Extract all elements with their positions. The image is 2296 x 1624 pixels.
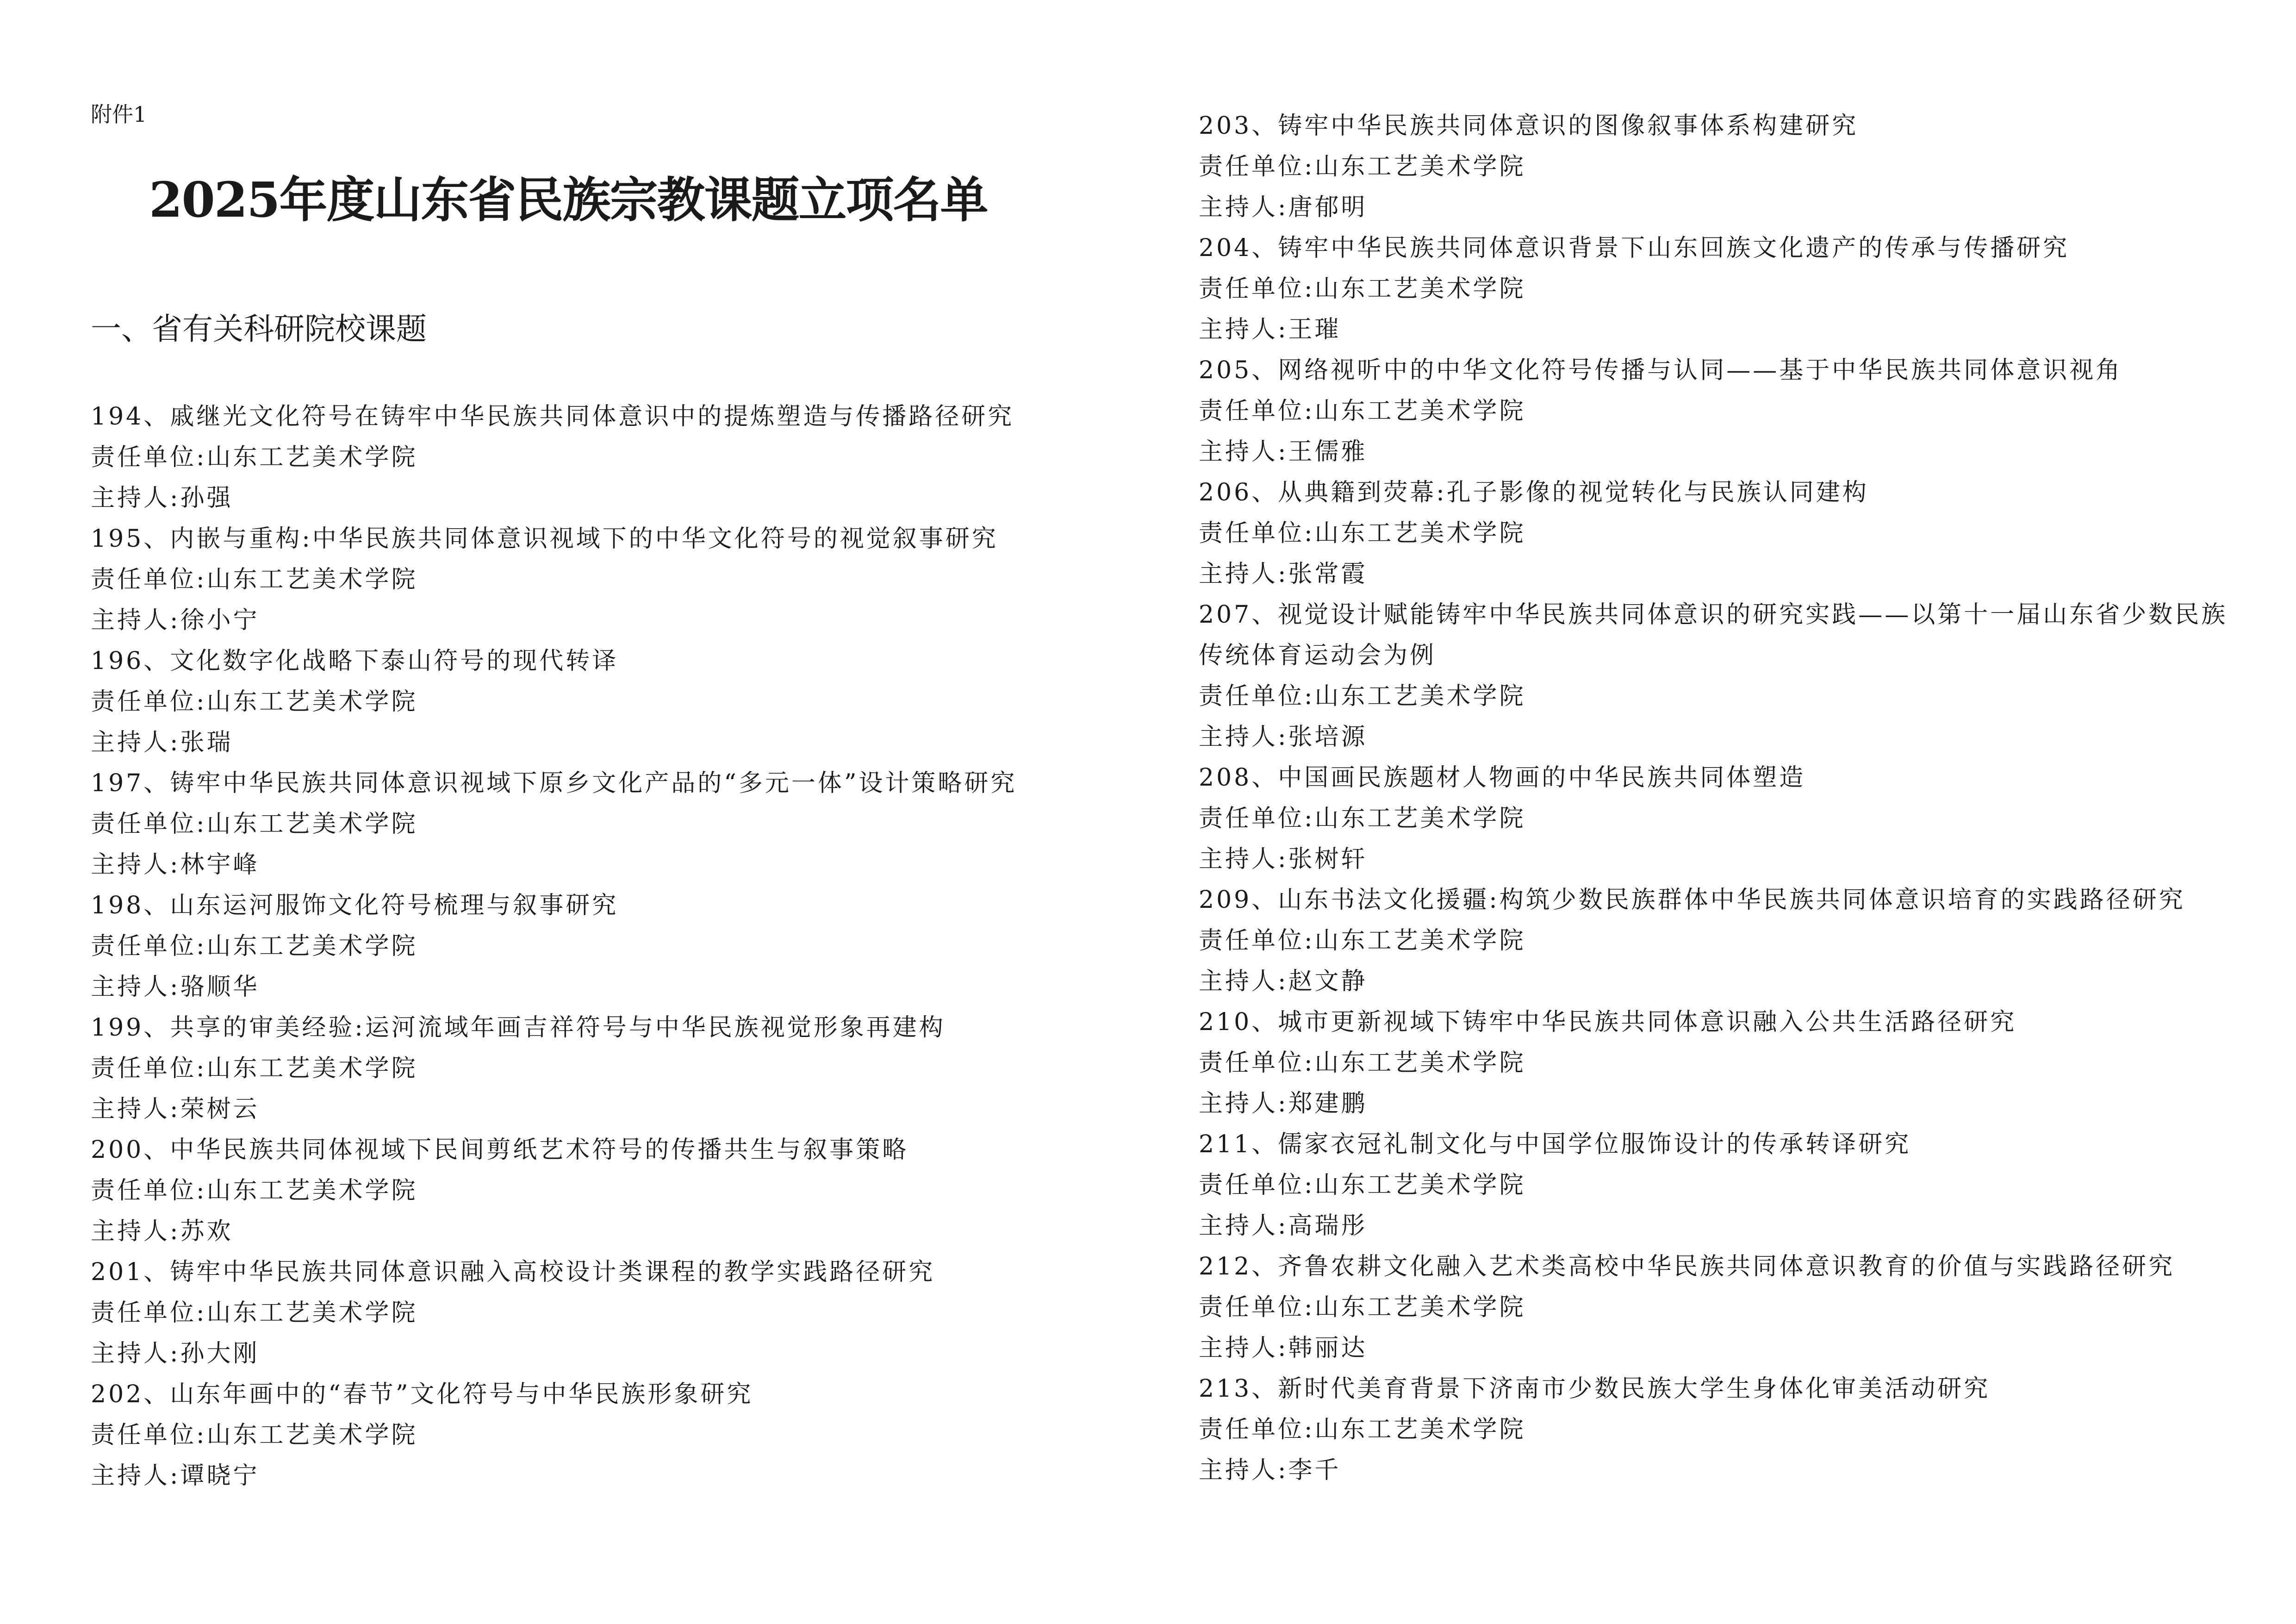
host-label: 主持人: — [91, 1218, 180, 1245]
project-entry — [1199, 472, 2263, 594]
responsible-unit — [91, 1170, 1155, 1211]
host-label: 主持人: — [1199, 1090, 1288, 1118]
host-value: 苏欢 — [180, 1218, 233, 1245]
attachment-label: 附件1 — [91, 102, 147, 127]
project-title: 206、从典籍到荧幕:孔子影像的视觉转化与民族认同建构 — [1199, 479, 1869, 506]
host-label: 主持人: — [1199, 723, 1288, 751]
host-label: 主持人: — [1199, 194, 1288, 221]
unit-value: 山东工艺美术学院 — [206, 810, 418, 838]
unit-label: 责任单位: — [91, 1299, 207, 1327]
responsible-unit — [1199, 269, 2263, 309]
responsible-unit — [91, 1048, 1155, 1089]
host — [91, 478, 1155, 518]
unit-label: 责任单位: — [91, 688, 207, 716]
project-entry — [1199, 1124, 2263, 1246]
host — [1199, 1450, 2263, 1491]
host-label: 主持人: — [1199, 1212, 1288, 1240]
project-title: 197、铸牢中华民族共同体意识视域下原乡文化产品的“多元一体”设计策略研究 — [91, 769, 1017, 797]
responsible-unit — [1199, 1409, 2263, 1450]
project-entry — [1199, 757, 2263, 880]
unit-label: 责任单位: — [1199, 153, 1315, 181]
responsible-unit — [91, 559, 1155, 600]
host-value: 高瑞彤 — [1288, 1212, 1368, 1240]
project-title: 196、文化数字化战略下泰山符号的现代转译 — [91, 647, 619, 675]
unit-label: 责任单位: — [1199, 275, 1315, 303]
unit-label: 责任单位: — [1199, 1171, 1315, 1199]
project-entry — [1199, 228, 2263, 350]
unit-label: 责任单位: — [91, 932, 207, 960]
unit-value: 山东工艺美术学院 — [1314, 1171, 1526, 1199]
project-title: 211、儒家衣冠礼制文化与中国学位服饰设计的传承转译研究 — [1199, 1131, 1911, 1158]
host-value: 李千 — [1288, 1456, 1341, 1484]
unit-value: 山东工艺美术学院 — [1314, 1049, 1526, 1077]
host-value: 孙强 — [180, 484, 233, 512]
responsible-unit — [1199, 798, 2263, 839]
host-value: 张瑞 — [180, 729, 233, 756]
unit-label: 责任单位: — [1199, 927, 1315, 955]
host — [1199, 1083, 2263, 1124]
host-label: 主持人: — [1199, 968, 1288, 995]
host — [91, 1455, 1155, 1496]
project-entry — [91, 641, 1155, 763]
host-label: 主持人: — [91, 851, 180, 879]
host-label: 主持人: — [91, 973, 180, 1001]
host-value: 徐小宁 — [180, 606, 260, 634]
unit-label: 责任单位: — [91, 443, 207, 471]
host — [91, 1333, 1155, 1374]
project-title: 202、山东年画中的“春节”文化符号与中华民族形象研究 — [91, 1380, 753, 1408]
unit-label: 责任单位: — [1199, 682, 1315, 710]
responsible-unit — [1199, 1287, 2263, 1328]
page-title: 2025年度山东省民族宗教课题立项名单 — [149, 171, 988, 228]
unit-value: 山东工艺美术学院 — [206, 688, 418, 716]
host — [91, 722, 1155, 763]
host-value: 王儒雅 — [1288, 438, 1368, 466]
responsible-unit — [91, 681, 1155, 722]
host — [91, 967, 1155, 1007]
unit-value: 山东工艺美术学院 — [206, 566, 418, 593]
host-label: 主持人: — [1199, 560, 1288, 588]
project-title: 213、新时代美育背景下济南市少数民族大学生身体化审美活动研究 — [1199, 1375, 1991, 1403]
project-entry — [91, 518, 1155, 641]
section-heading: 一、省有关科研院校课题 — [91, 311, 427, 347]
unit-value: 山东工艺美术学院 — [1314, 1293, 1526, 1321]
host — [1199, 431, 2263, 472]
project-entry — [91, 1130, 1155, 1252]
unit-value: 山东工艺美术学院 — [1314, 519, 1526, 547]
responsible-unit — [1199, 146, 2263, 187]
unit-label: 责任单位: — [1199, 519, 1315, 547]
unit-label: 责任单位: — [91, 566, 207, 593]
right-column — [1199, 106, 2263, 1491]
unit-label: 责任单位: — [1199, 805, 1315, 832]
project-title: 198、山东运河服饰文化符号梳理与叙事研究 — [91, 892, 619, 919]
project-list-left — [91, 396, 1155, 1496]
project-entry — [1199, 350, 2263, 472]
project-title: 209、山东书法文化援疆:构筑少数民族群体中华民族共同体意识培育的实践路径研究 — [1199, 886, 2185, 914]
project-entry — [91, 763, 1155, 885]
unit-label: 责任单位: — [91, 1421, 207, 1449]
unit-value: 山东工艺美术学院 — [206, 443, 418, 471]
responsible-unit — [91, 1415, 1155, 1455]
unit-value: 山东工艺美术学院 — [1314, 397, 1526, 425]
project-title: 212、齐鲁农耕文化融入艺术类高校中华民族共同体意识教育的价值与实践路径研究 — [1199, 1253, 2175, 1280]
unit-label: 责任单位: — [1199, 1293, 1315, 1321]
host-value: 荣树云 — [180, 1095, 260, 1123]
unit-label: 责任单位: — [1199, 397, 1315, 425]
host-label: 主持人: — [91, 729, 180, 756]
project-entry — [1199, 1002, 2263, 1124]
host-value: 唐郁明 — [1288, 194, 1368, 221]
host-label: 主持人: — [1199, 316, 1288, 344]
project-list-right — [1199, 106, 2263, 1491]
project-title: 205、网络视听中的中华文化符号传播与认同——基于中华民族共同体意识视角 — [1199, 356, 2122, 384]
host — [91, 1089, 1155, 1130]
host — [1199, 961, 2263, 1002]
responsible-unit — [1199, 513, 2263, 554]
host — [91, 1211, 1155, 1252]
host — [1199, 187, 2263, 228]
project-entry — [1199, 880, 2263, 1002]
unit-value: 山东工艺美术学院 — [1314, 275, 1526, 303]
responsible-unit — [1199, 1043, 2263, 1083]
project-title: 200、中华民族共同体视域下民间剪纸艺术符号的传播共生与叙事策略 — [91, 1136, 909, 1164]
project-title: 210、城市更新视域下铸牢中华民族共同体意识融入公共生活路径研究 — [1199, 1008, 2017, 1036]
host-label: 主持人: — [91, 1340, 180, 1368]
project-title: 203、铸牢中华民族共同体意识的图像叙事体系构建研究 — [1199, 112, 1859, 140]
responsible-unit — [91, 926, 1155, 967]
host-label: 主持人: — [1199, 1456, 1288, 1484]
project-title: 208、中国画民族题材人物画的中华民族共同体塑造 — [1199, 764, 1806, 792]
host — [91, 600, 1155, 641]
unit-label: 责任单位: — [91, 1177, 207, 1205]
host-value: 张培源 — [1288, 723, 1368, 751]
host — [1199, 717, 2263, 757]
responsible-unit — [91, 437, 1155, 478]
responsible-unit — [1199, 1165, 2263, 1206]
project-entry — [1199, 594, 2263, 757]
unit-value: 山东工艺美术学院 — [206, 932, 418, 960]
host-label: 主持人: — [91, 484, 180, 512]
unit-value: 山东工艺美术学院 — [206, 1055, 418, 1082]
project-title: 199、共享的审美经验:运河流域年画吉祥符号与中华民族视觉形象再建构 — [91, 1014, 946, 1042]
responsible-unit — [1199, 676, 2263, 717]
host-label: 主持人: — [1199, 845, 1288, 873]
project-entry — [91, 1374, 1155, 1496]
host-value: 赵文静 — [1288, 968, 1368, 995]
unit-value: 山东工艺美术学院 — [1314, 927, 1526, 955]
host-label: 主持人: — [1199, 438, 1288, 466]
unit-value: 山东工艺美术学院 — [206, 1421, 418, 1449]
unit-label: 责任单位: — [91, 810, 207, 838]
project-title: 207、视觉设计赋能铸牢中华民族共同体意识的研究实践——以第十一届山东省少数民族传统体育运动会为例 — [1199, 601, 2228, 669]
host-label: 主持人: — [1199, 1334, 1288, 1362]
host-value: 韩丽达 — [1288, 1334, 1368, 1362]
host — [1199, 1206, 2263, 1246]
project-entry — [91, 885, 1155, 1007]
project-entry — [1199, 1246, 2263, 1368]
project-entry — [91, 1007, 1155, 1130]
project-title: 194、戚继光文化符号在铸牢中华民族共同体意识中的提炼塑造与传播路径研究 — [91, 403, 1014, 431]
host-value: 张常霞 — [1288, 560, 1368, 588]
host-value: 谭晓宁 — [180, 1462, 260, 1490]
responsible-unit — [1199, 920, 2263, 961]
unit-value: 山东工艺美术学院 — [206, 1299, 418, 1327]
host — [1199, 309, 2263, 350]
unit-label: 责任单位: — [1199, 1049, 1315, 1077]
project-title: 195、内嵌与重构:中华民族共同体意识视域下的中华文化符号的视觉叙事研究 — [91, 525, 998, 553]
unit-value: 山东工艺美术学院 — [1314, 682, 1526, 710]
host-label: 主持人: — [91, 1095, 180, 1123]
host-value: 郑建鹏 — [1288, 1090, 1368, 1118]
unit-value: 山东工艺美术学院 — [206, 1177, 418, 1205]
responsible-unit — [91, 804, 1155, 844]
project-entry — [1199, 106, 2263, 228]
host-label: 主持人: — [91, 1462, 180, 1490]
host-value: 林宇峰 — [180, 851, 260, 879]
host-value: 孙大刚 — [180, 1340, 260, 1368]
project-entry — [1199, 1368, 2263, 1491]
unit-label: 责任单位: — [91, 1055, 207, 1082]
host — [91, 844, 1155, 885]
host — [1199, 554, 2263, 594]
project-entry — [91, 396, 1155, 518]
unit-label: 责任单位: — [1199, 1416, 1315, 1443]
host-value: 骆顺华 — [180, 973, 260, 1001]
host — [1199, 839, 2263, 880]
host-value: 王璀 — [1288, 316, 1341, 344]
host-label: 主持人: — [91, 606, 180, 634]
host-value: 张树轩 — [1288, 845, 1368, 873]
unit-value: 山东工艺美术学院 — [1314, 153, 1526, 181]
responsible-unit — [91, 1293, 1155, 1333]
project-title: 201、铸牢中华民族共同体意识融入高校设计类课程的教学实践路径研究 — [91, 1258, 935, 1286]
project-title: 204、铸牢中华民族共同体意识背景下山东回族文化遗产的传承与传播研究 — [1199, 234, 2070, 262]
responsible-unit — [1199, 391, 2263, 431]
unit-value: 山东工艺美术学院 — [1314, 1416, 1526, 1443]
project-entry — [91, 1252, 1155, 1374]
host — [1199, 1328, 2263, 1368]
unit-value: 山东工艺美术学院 — [1314, 805, 1526, 832]
